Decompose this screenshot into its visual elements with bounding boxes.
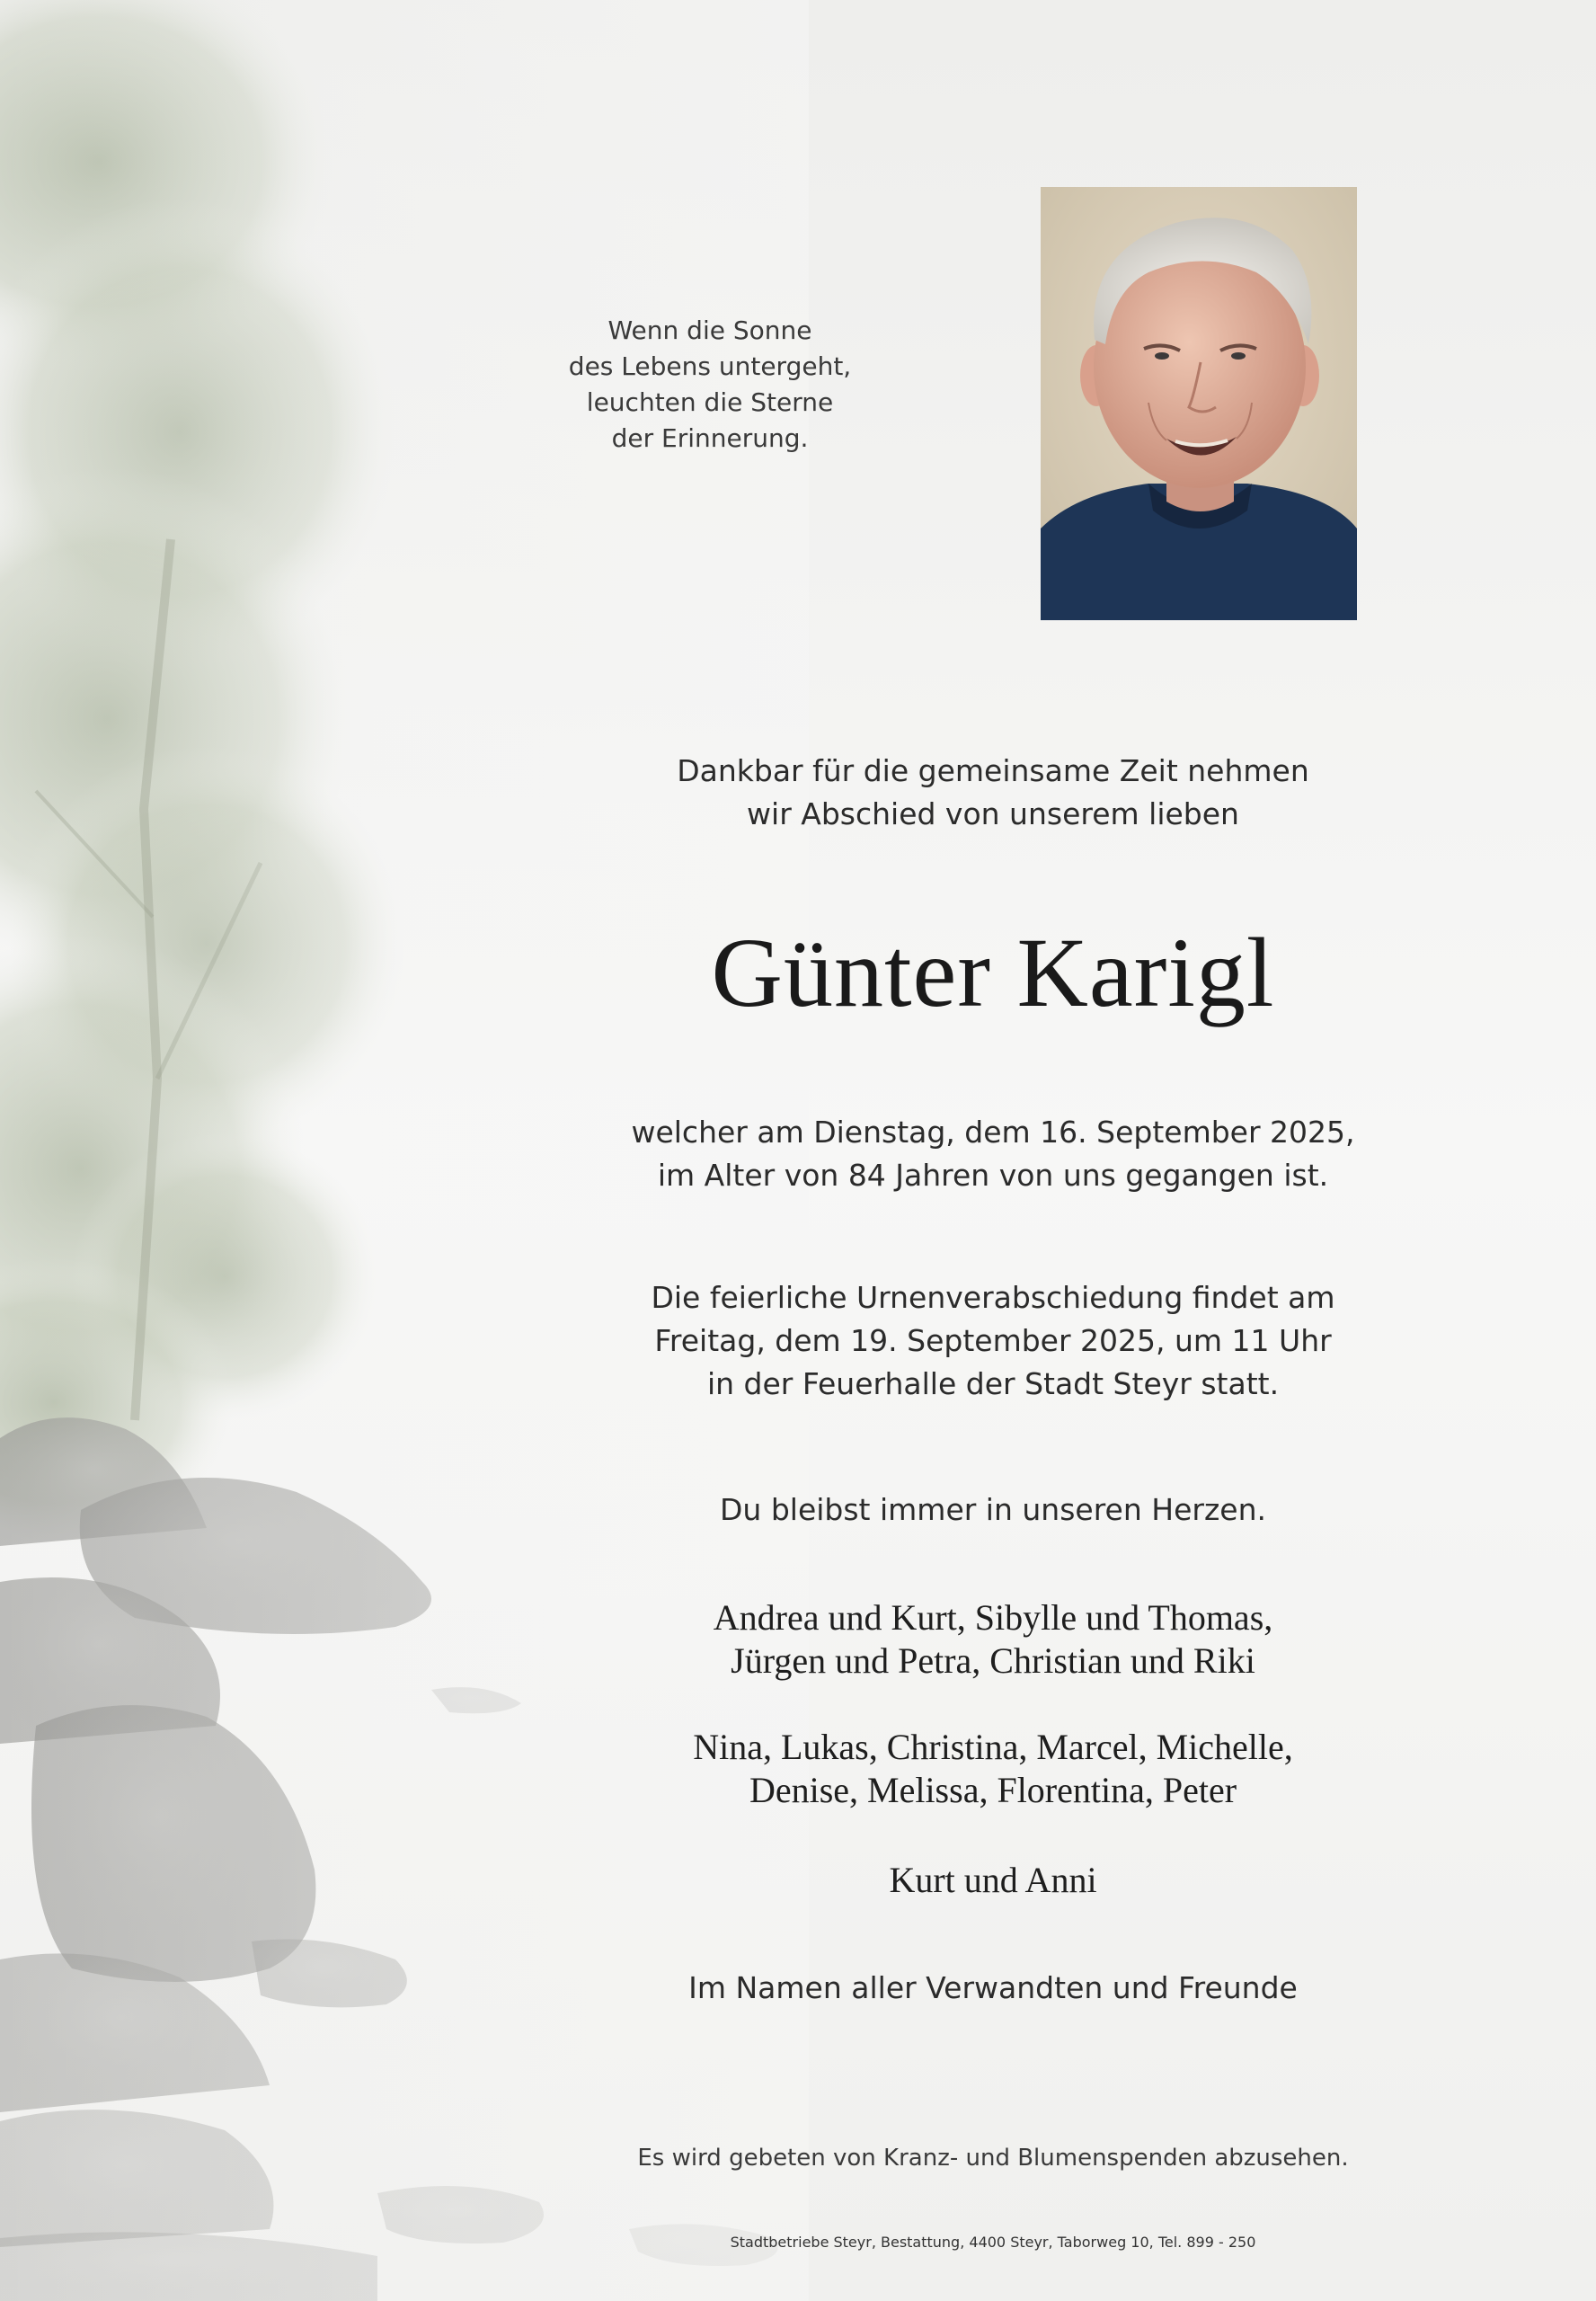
portrait-photo: [1041, 187, 1357, 620]
mourners-siblings: Kurt und Anni: [889, 1860, 1097, 1900]
mourner-line: Andrea und Kurt, Sibylle und Thomas,: [713, 1597, 1273, 1638]
quote-line: leuchten die Sterne: [586, 387, 834, 417]
intro-text: [575, 750, 1411, 836]
ceremony-line: in der Feuerhalle der Stadt Steyr statt.: [706, 1366, 1280, 1401]
farewell-line: Du bleibst immer in unseren Herzen.: [720, 1492, 1266, 1527]
death-notice: [575, 1111, 1411, 1197]
mourners-grandchildren: [575, 1726, 1411, 1812]
donation-request: Es wird gebeten von Kranz- und Blumenspenden abzusehen.: [637, 2145, 1349, 2172]
mourners-children: [575, 1596, 1411, 1683]
death-notice-line: welcher am Dienstag, dem 16. September 2025,: [631, 1115, 1355, 1150]
ceremony-line: Freitag, dem 19. September 2025, um 11 Uhr: [654, 1323, 1332, 1358]
quote-line: der Erinnerung.: [611, 423, 809, 453]
mourners-others: Im Namen aller Verwandten und Freunde: [688, 1970, 1298, 2005]
deceased-name: Günter Karigl: [711, 918, 1275, 1027]
quote-line: des Lebens untergeht,: [568, 351, 852, 381]
ceremony-info: [575, 1276, 1411, 1406]
intro-line: wir Abschied von unserem lieben: [747, 796, 1239, 831]
mourner-line: Nina, Lukas, Christina, Marcel, Michelle,: [693, 1727, 1293, 1767]
memorial-quote: [530, 313, 890, 457]
ceremony-line: Die feierliche Urnenverabschiedung findet am: [651, 1280, 1335, 1315]
intro-line: Dankbar für die gemeinsame Zeit nehmen: [677, 753, 1309, 788]
undertaker-footer: Stadtbetriebe Steyr, Bestattung, 4400 Steyr, Taborweg 10, Tel. 899 - 250: [730, 2234, 1256, 2251]
mourner-line: Denise, Melissa, Florentina, Peter: [749, 1770, 1237, 1810]
death-notice-line: im Alter von 84 Jahren von uns gegangen ist.: [657, 1158, 1329, 1193]
mourner-line: Jürgen und Petra, Christian und Riki: [731, 1640, 1255, 1681]
quote-line: Wenn die Sonne: [607, 315, 812, 345]
